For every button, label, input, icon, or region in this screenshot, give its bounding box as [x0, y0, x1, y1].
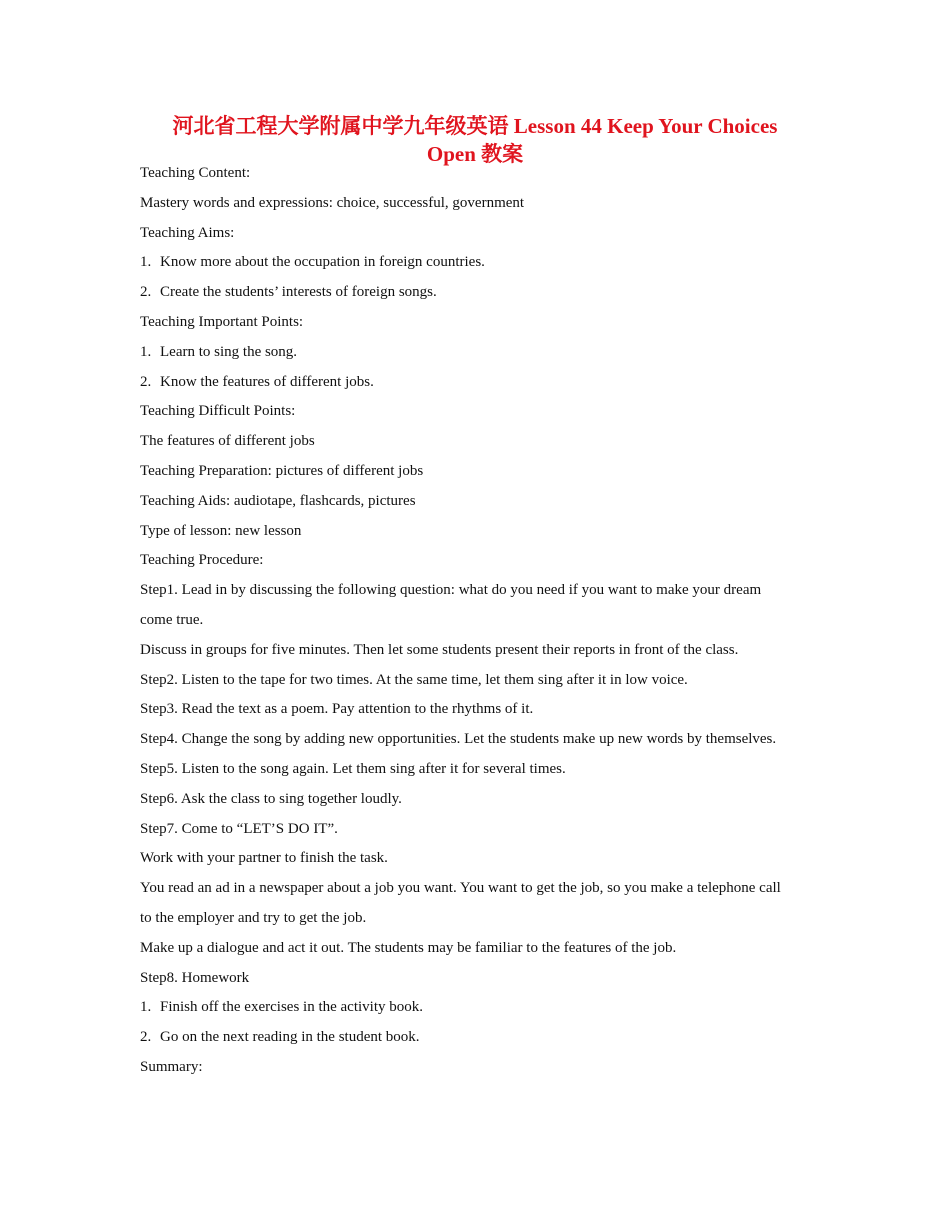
document-body [140, 159, 820, 1083]
list-item-text: Finish off the exercises in the activity book. [160, 999, 424, 1016]
step-text: Step7. Come to “LET’S DO IT”. [140, 820, 338, 837]
list-number: 1. [140, 254, 152, 271]
title-line-1: 河北省工程大学附属中学九年级英语 Lesson 44 Keep Your Choices [172, 114, 778, 138]
title-line-2: Open 教案 [426, 142, 524, 166]
list-item-text: Go on the next reading in the student book. [160, 1029, 420, 1046]
list-item [140, 993, 820, 1023]
section-heading-aims: Teaching Aims: [140, 224, 235, 241]
list-number: 2. [140, 284, 152, 301]
section-heading-procedure: Teaching Procedure: [140, 552, 264, 569]
step-text: Step4. Change the song by adding new opportunities. Let the students make up new words by themselves. [140, 731, 777, 748]
list-item [140, 338, 820, 368]
section-heading-important-points: Teaching Important Points: [140, 313, 304, 330]
paragraph-text: You read an ad in a newspaper about a job you want. You want to get the job, so you make a telephone call [140, 880, 781, 897]
section-heading-summary: Summary: [140, 1058, 203, 1075]
list-item-text: Create the students’ interests of foreign songs. [160, 284, 437, 301]
step-text: come true. [140, 611, 204, 628]
list-item [140, 1023, 820, 1053]
step-text: Step5. Listen to the song again. Let them sing after it for several times. [140, 760, 566, 777]
list-number: 2. [140, 1029, 152, 1046]
paragraph-text: Mastery words and expressions: choice, successful, government [140, 194, 525, 211]
paragraph-text: Discuss in groups for five minutes. Then let some students present their reports in front of the class. [140, 641, 739, 658]
list-item-text: Learn to sing the song. [160, 343, 298, 360]
paragraph-text: Type of lesson: new lesson [140, 522, 302, 539]
list-item [140, 368, 820, 398]
list-number: 1. [140, 999, 152, 1016]
step-text: Step8. Homework [140, 969, 250, 986]
step-text: Step1. Lead in by discussing the following question: what do you need if you want to make your dream [140, 582, 762, 599]
paragraph-text: Teaching Preparation: pictures of different jobs [140, 462, 424, 479]
list-item [140, 278, 820, 308]
paragraph-text: Work with your partner to finish the task. [140, 850, 388, 867]
list-item [140, 248, 820, 278]
step-text: Step2. Listen to the tape for two times. At the same time, let them sing after it in low voice. [140, 671, 688, 688]
step-text: Step6. Ask the class to sing together loudly. [140, 790, 402, 807]
list-number: 2. [140, 373, 152, 390]
step-text: Step3. Read the text as a poem. Pay attention to the rhythms of it. [140, 701, 534, 718]
list-item-text: Know the features of different jobs. [160, 373, 374, 390]
paragraph-text: Teaching Aids: audiotape, flashcards, pictures [140, 492, 416, 509]
list-item-text: Know more about the occupation in foreign countries. [160, 254, 485, 271]
section-heading-content: Teaching Content: [140, 165, 251, 181]
paragraph-text: to the employer and try to get the job. [140, 909, 367, 926]
section-heading-difficult-points: Teaching Difficult Points: [140, 403, 296, 420]
paragraph-text: Make up a dialogue and act it out. The students may be familiar to the features of the job. [140, 939, 677, 956]
paragraph-text: The features of different jobs [140, 433, 315, 450]
list-number: 1. [140, 343, 152, 360]
